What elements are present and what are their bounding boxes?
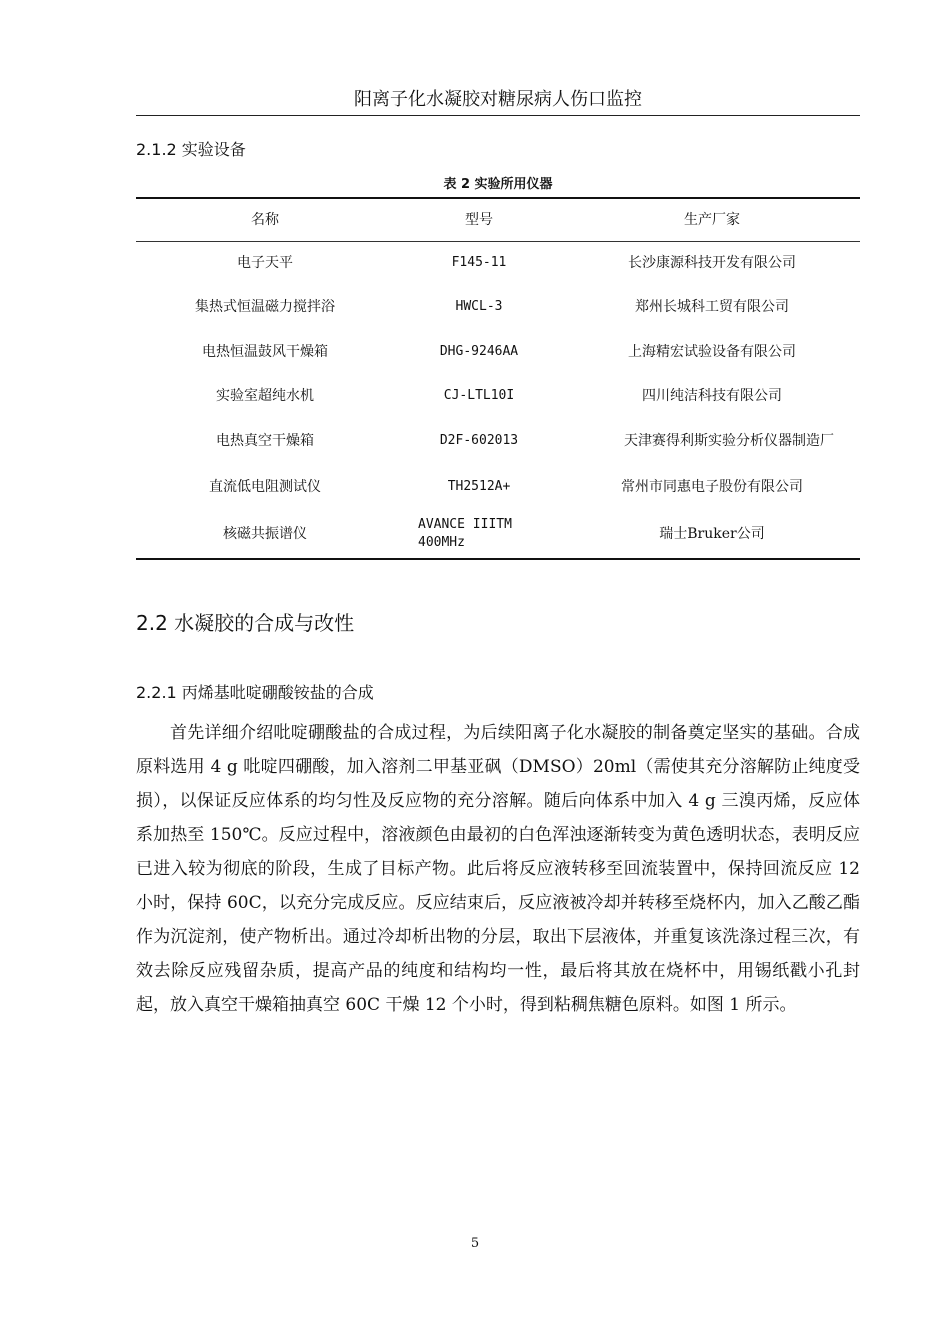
table-cell-name: 直流低电阻测试仪 <box>209 479 321 495</box>
running-header: 阳离子化水凝胶对糖尿病人伤口监控 <box>354 89 642 110</box>
page-number: 5 <box>470 1236 480 1251</box>
table-cell-name: 电热恒温鼓风干燥箱 <box>202 344 328 360</box>
table-cell-model: HWCL-3 <box>455 299 503 314</box>
section-heading-2-1-2: 2.1.2 实验设备 <box>136 140 246 159</box>
table-bottom-rule <box>136 558 860 560</box>
table-header-manufacturer: 生产厂家 <box>684 211 740 228</box>
table-cell-name: 电热真空干燥箱 <box>216 433 314 449</box>
section-heading-2-2: 2.2 水凝胶的合成与改性 <box>136 611 355 635</box>
table-cell-manufacturer: 上海精宏试验设备有限公司 <box>628 344 796 360</box>
table-cell-model: DHG-9246AA <box>439 344 519 359</box>
table-cell-manufacturer: 天津赛得利斯实验分析仪器制造厂 <box>624 433 834 449</box>
table-cell-manufacturer: 郑州长城科工贸有限公司 <box>635 299 789 315</box>
table-cell-model: D2F-602013 <box>439 433 519 448</box>
table-cell-manufacturer: 瑞士Bruker公司 <box>659 526 765 542</box>
table-cell-name: 电子天平 <box>237 255 293 271</box>
table-cell-model: F145-11 <box>451 255 507 270</box>
table-cell-name: 实验室超纯水机 <box>216 388 314 404</box>
body-paragraph-container <box>136 716 860 1022</box>
table-cell-model: CJ-LTL10I <box>443 388 515 403</box>
header-rule <box>136 115 860 116</box>
section-heading-2-2-1: 2.2.1 丙烯基吡啶硼酸铵盐的合成 <box>136 683 374 702</box>
body-paragraph: 首先详细介绍吡啶硼酸盐的合成过程，为后续阳离子化水凝胶的制备奠定坚实的基础。合成原料选用 4 g 吡啶四硼酸，加入溶剂二甲基亚砜（DMSO）20ml（需使其充分溶解防止纯度受损），以保证反应体系的均匀性及反应物的充分溶解。随后向体系中加入 4 g 三溴丙烯，反应体系加热至 150℃。反应过程中，溶液颜色由最初的白色浑浊逐渐转变为黄色透明状态，表明反应已进入较为彻底的阶段，生成了目标产物。此后将反应液转移至回流装置中，保持回流反应 12 小时，保持 60C，以充分完成反应。反应结束后，反应液被冷却并转移至烧杯内，加入乙酸乙酯作为沉淀剂，使产物析出。通过冷却析出物的分层，取出下层液体，并重复该洗涤过程三次，有效去除反应残留杂质，提高产品的纯度和结构均一性，最后将其放在烧杯中，用锡纸戳小孔封起，放入真空干燥箱抽真空 60C 干燥 12 个小时，得到粘稠焦糖色原料。如图 1 所示。 <box>136 723 860 1015</box>
table-cell-model: TH2512A+ <box>447 479 511 494</box>
table-cell-manufacturer: 长沙康源科技开发有限公司 <box>628 255 796 271</box>
table-cell-model: AVANCE IIITM 400MHz <box>418 517 512 550</box>
table-caption: 表 2 实验所用仪器 <box>443 177 553 192</box>
table-header-model: 型号 <box>465 211 493 228</box>
table-cell-name: 核磁共振谱仪 <box>223 526 307 542</box>
table-cell-name: 集热式恒温磁力搅拌浴 <box>195 299 335 315</box>
table-header-name: 名称 <box>251 211 279 228</box>
table-cell-manufacturer: 常州市同惠电子股份有限公司 <box>621 479 803 495</box>
table-cell-manufacturer: 四川纯洁科技有限公司 <box>642 388 782 404</box>
